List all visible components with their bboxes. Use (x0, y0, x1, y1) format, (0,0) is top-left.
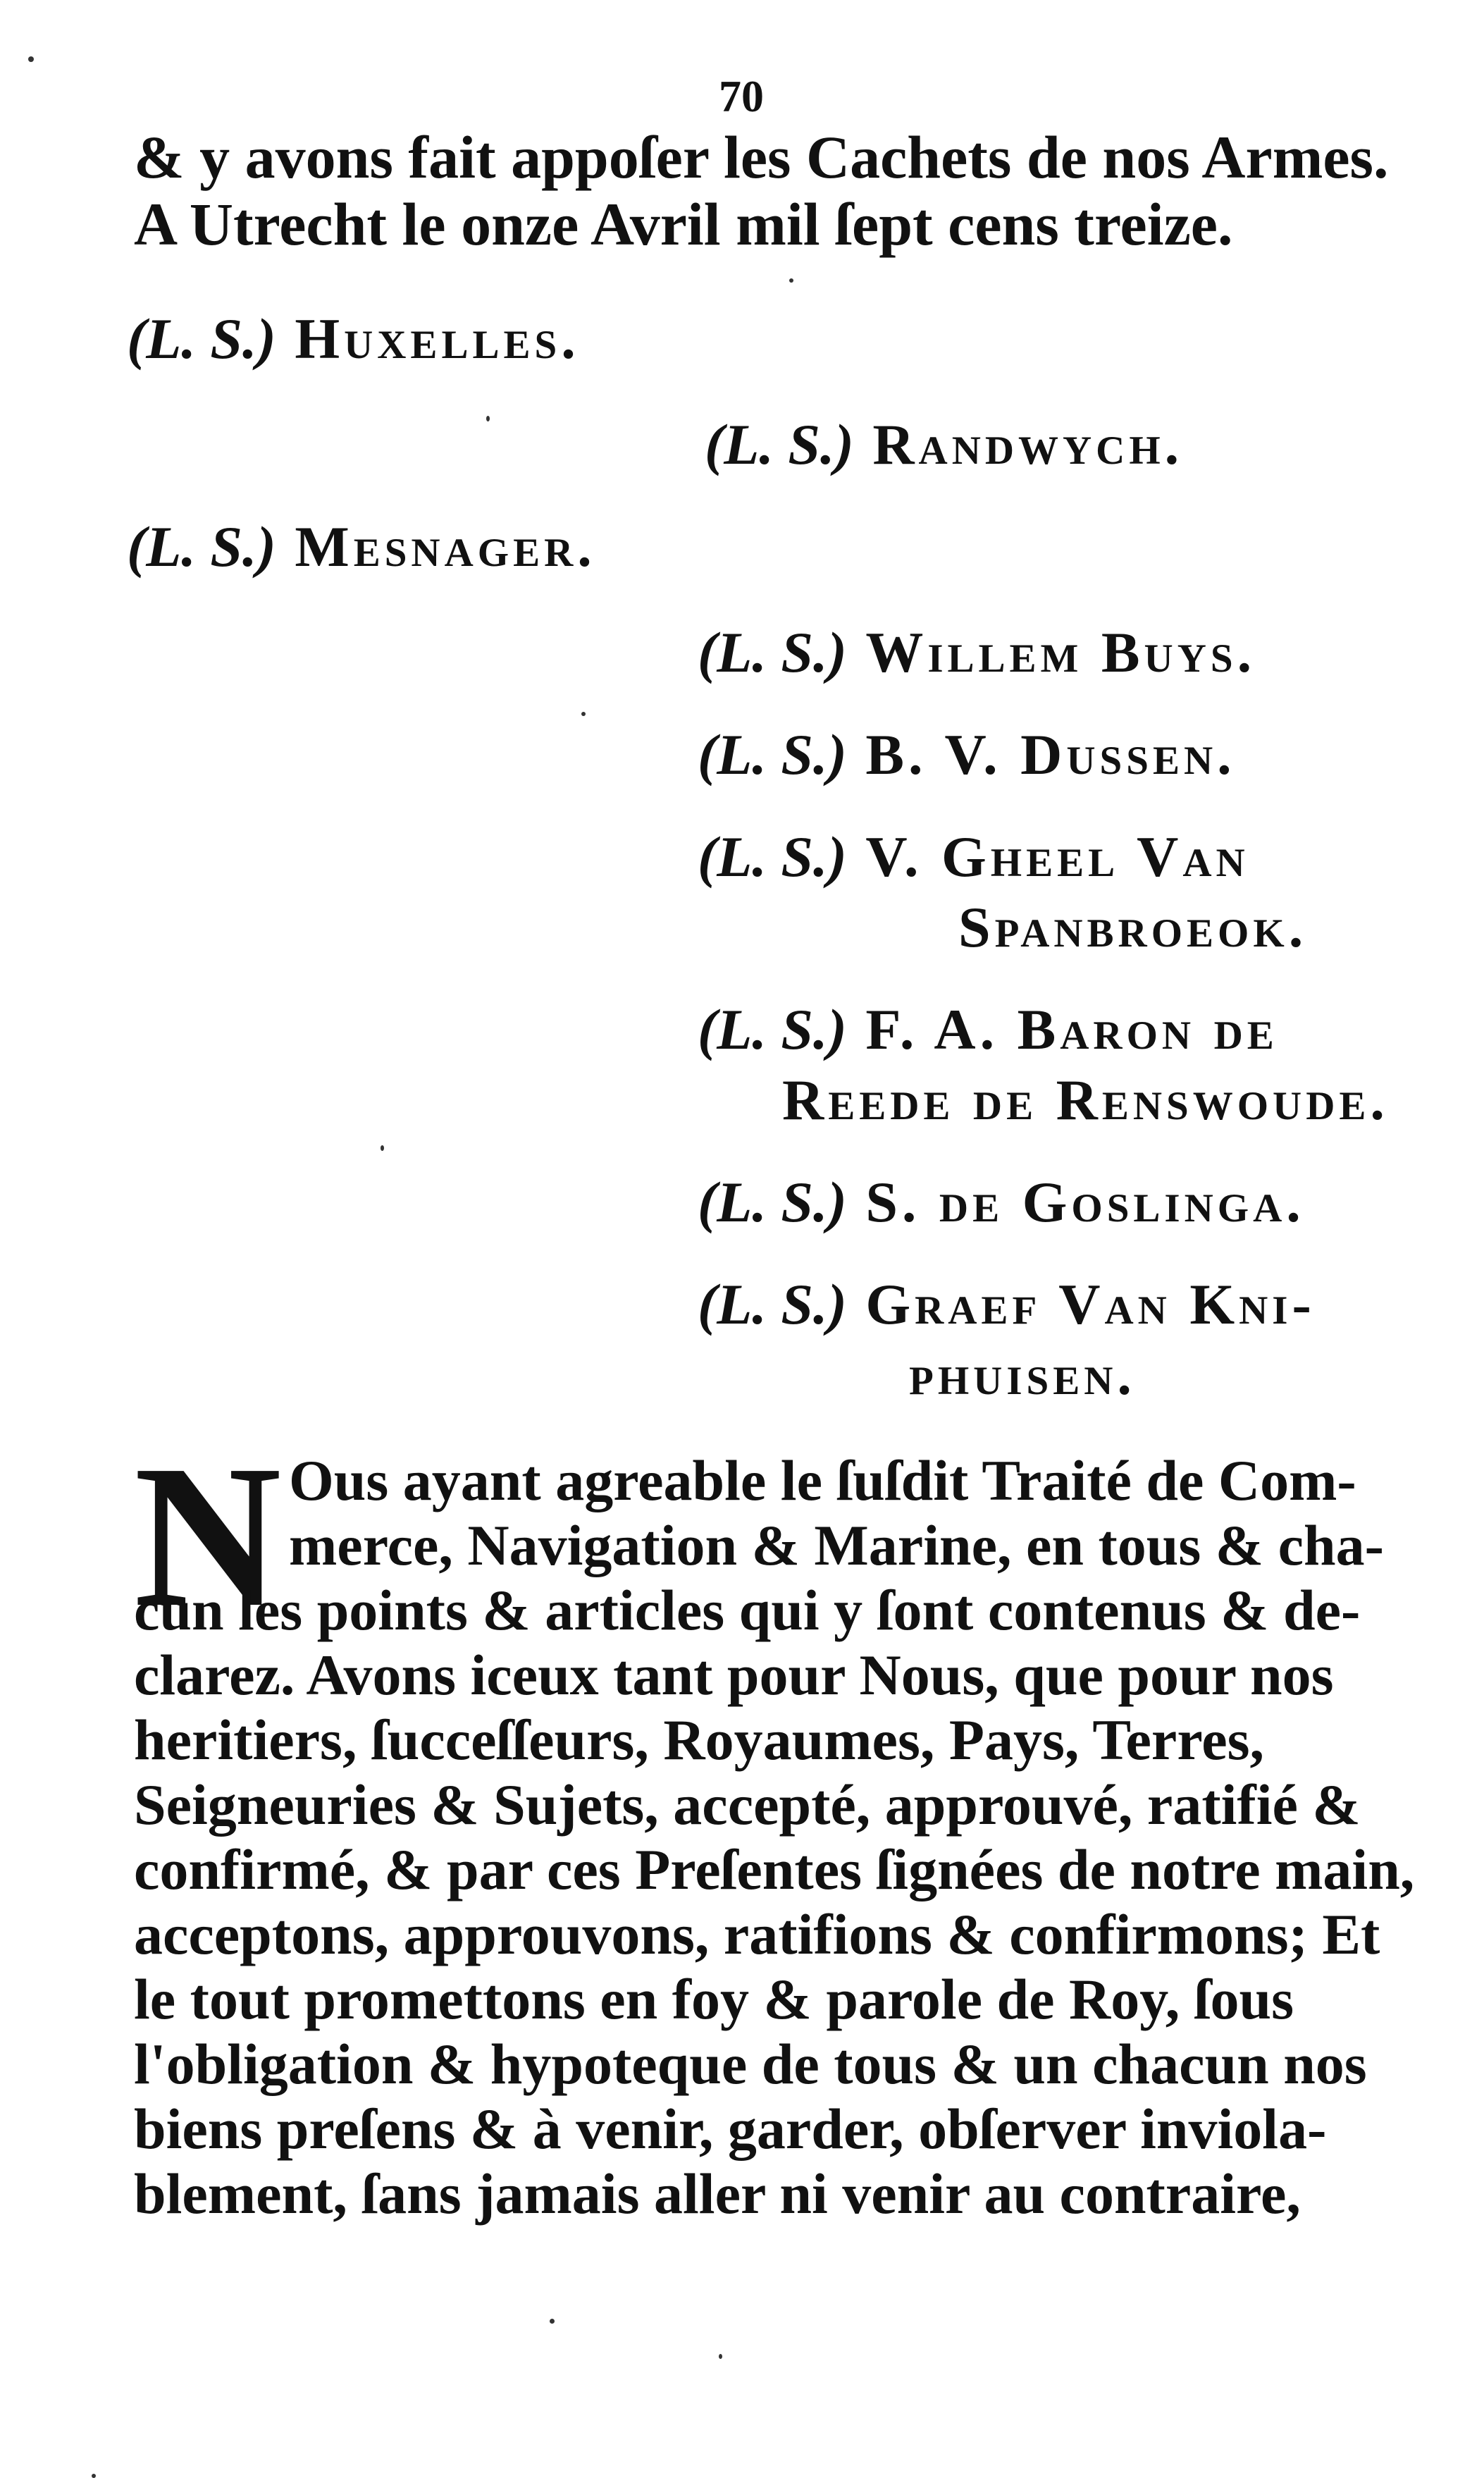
print-speck (92, 2474, 96, 2478)
paragraph-line: cun les points & articles qui y ſont contenus & de- (134, 1578, 1361, 1642)
closing-line-2: A Utrecht le onze Avril mil ſept cens treize. (134, 190, 1233, 258)
paragraph-line: merce, Navigation & Marine, en tous & cha- (289, 1513, 1384, 1577)
page-number: 70 (719, 71, 764, 121)
signatory-name-continued: Spanbroeok. (958, 895, 1308, 959)
paragraph-line: Ous ayant agreable le ſuſdit Traité de Com- (289, 1448, 1356, 1512)
print-speck (581, 712, 586, 716)
signatory-name: B. V. Dussen. (865, 722, 1236, 787)
paragraph-line: blement, ſans jamais aller ni venir au contraire, (134, 2162, 1301, 2226)
paragraph-line: acceptons, approuvons, ratifions & confirmons; Et (134, 1902, 1380, 1966)
seal-mark: (L. S.) (698, 825, 847, 889)
seal-mark: (L. S.) (698, 620, 847, 684)
seal-mark: (L. S.) (698, 722, 847, 787)
signature-huxelles (127, 307, 580, 371)
signature-mesnager (127, 514, 596, 579)
paragraph-line: heritiers, ſucceſſeurs, Royaumes, Pays, Terres, (134, 1708, 1265, 1772)
signatory-name: Mesnager. (295, 514, 596, 579)
signatory-name: F. A. Baron de (865, 997, 1278, 1061)
seal-mark: (L. S.) (127, 307, 276, 371)
paragraph-line: le tout promettons en foy & parole de Roy, ſous (134, 1967, 1294, 2031)
print-speck (550, 2319, 555, 2324)
signatory-name: Randwych. (872, 412, 1184, 476)
paragraph-line: confirmé, & par ces Preſentes ſignées de notre main, (134, 1837, 1415, 1901)
seal-mark: (L. S.) (698, 997, 847, 1061)
print-speck (486, 416, 490, 421)
signature-goslinga (698, 1170, 1305, 1234)
signature-randwych (705, 412, 1184, 476)
print-speck (381, 1145, 384, 1151)
signature-dussen (698, 722, 1236, 787)
paragraph-line: l'obligation & hypoteque de tous & un chacun nos (134, 2032, 1367, 2096)
signatory-name: S. de Goslinga. (865, 1170, 1305, 1234)
seal-mark: (L. S.) (698, 1272, 847, 1336)
seal-mark: (L. S.) (705, 412, 854, 476)
signatory-name: Huxelles. (295, 307, 580, 371)
signatory-name: Willem Buys. (865, 620, 1256, 684)
signatory-name: V. Gheel Van (865, 825, 1249, 889)
signature-gheel-van-spanbroeok (698, 825, 1249, 889)
print-speck (789, 278, 793, 283)
seal-mark: (L. S.) (698, 1170, 847, 1234)
closing-line-1: & y avons fait appoſer les Cachets de nos Armes. (134, 123, 1389, 191)
signature-baron-de-reede (698, 997, 1278, 1061)
paragraph-line: clarez. Avons iceux tant pour Nous, que pour nos (134, 1643, 1334, 1707)
signatory-name-continued: Reede de Renswoude. (782, 1068, 1389, 1132)
print-speck (719, 2354, 722, 2359)
drop-cap: N (134, 1423, 282, 1649)
print-speck (28, 56, 34, 62)
seal-mark: (L. S.) (127, 514, 276, 579)
signatory-name-continued: phuisen. (909, 1343, 1136, 1407)
paragraph-line: Seigneuries & Sujets, accepté, approuvé, ratifié & (134, 1773, 1361, 1837)
signature-graef-van-kniphuisen (698, 1272, 1316, 1336)
paragraph-line: biens preſens & à venir, garder, obſerver inviola- (134, 2097, 1327, 2161)
signature-willem-buys (698, 620, 1256, 684)
signatory-name: Graef Van Kni- (865, 1272, 1316, 1336)
